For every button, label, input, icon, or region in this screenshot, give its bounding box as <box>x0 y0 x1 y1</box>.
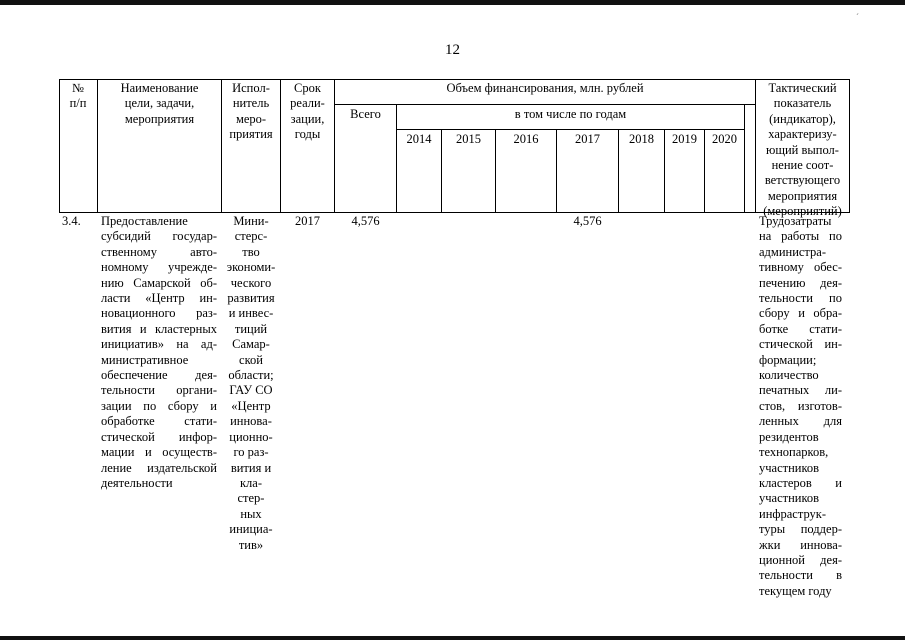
header-funding-title: Объем финансирования, млн. рублей <box>446 81 644 95</box>
header-total: Всего <box>350 107 381 121</box>
corner-mark: ´ <box>856 12 859 22</box>
header-name: Наименование цели, задачи, мероприятия <box>120 81 199 126</box>
row-total: 4,576 <box>351 214 380 228</box>
row-num: 3.4. <box>62 214 81 228</box>
header-year-2014: 2014 <box>406 132 432 146</box>
header-year-2019: 2019 <box>672 132 697 146</box>
header-num: № п/п <box>69 81 87 111</box>
header-year-2015: 2015 <box>456 132 481 146</box>
header-indicator: Тактический показатель (индикатор), характеризу- ющий выпол- нение соот- ветствующего мероприятия (мероприятий) <box>763 81 842 219</box>
page-number: 12 <box>445 42 460 58</box>
row-name: Предоставление субсидий государ- ственному авто- номному учрежде- нию Самарской об- ласти «Центр ин- новационного раз- вития и кластерных инициатив» на ад- министративное обеспечение дея- тельности органи- зации по сбору и обработке стати- стической инфор- мации и осуществ- ление издательской деятельности <box>101 214 217 490</box>
header-term: Срок реали- зации, годы <box>290 81 325 142</box>
header-year-2018: 2018 <box>629 132 654 146</box>
header-year-2016: 2016 <box>513 132 539 146</box>
row-executor: Мини- стерс- тво экономи- ческого развития и инвес- тиций Самар- ской области; ГАУ СО «Центр иннова- ционно- го раз- вития и кла- стер- ных инициа- тив» <box>226 214 276 552</box>
row-term: 2017 <box>295 214 320 228</box>
row-year-2017: 4,576 <box>573 214 602 228</box>
header-executor: Испол- нитель меро- приятия <box>229 81 273 142</box>
header-year-2017: 2017 <box>575 132 600 146</box>
row-indicator: Трудозатраты на работы по администра- тивному обес- печению дея- тельности по сбору и обра- ботке стати- стической ин- формации; количество печатных ли- стов, изготов- ленных для резидентов технопарков, участников кластеров и участников инфраструк- туры поддер- жки иннова- ционной дея- тельности в текущем году <box>759 214 842 598</box>
header-by-years-title: в том числе по годам <box>514 107 627 121</box>
header-year-2020: 2020 <box>712 132 737 146</box>
